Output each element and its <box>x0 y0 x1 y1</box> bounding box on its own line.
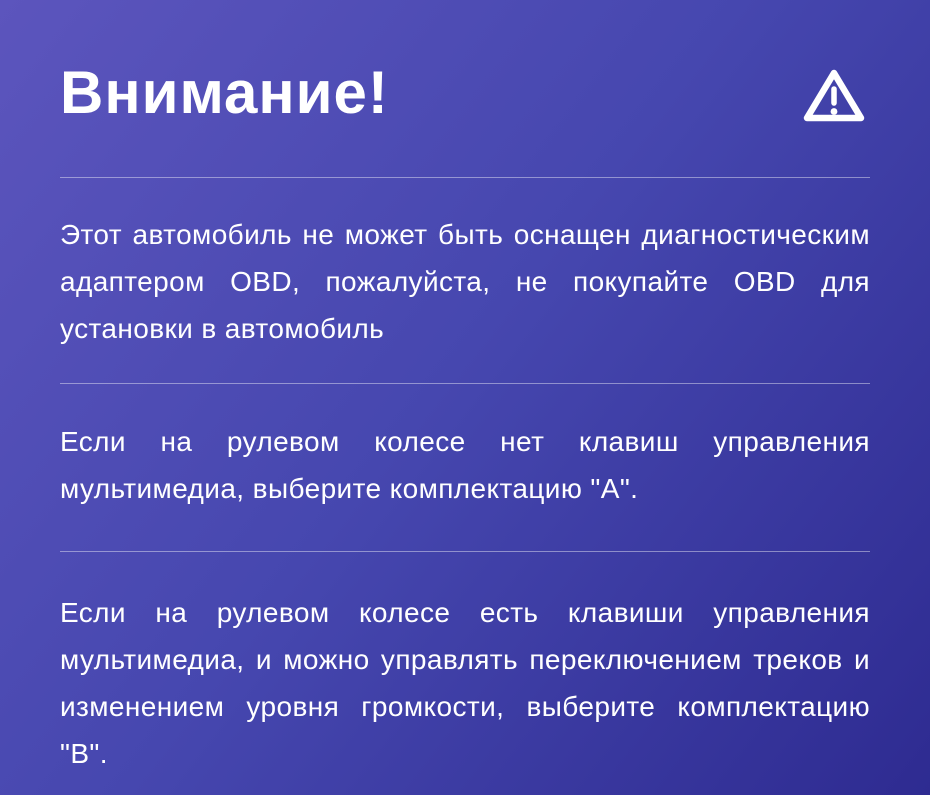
warning-paragraph-obd: Этот автомобиль не может быть оснащен диагностическим адаптером OBD, пожалуйста, не покупайте OBD для установки в автомобиль <box>60 219 870 344</box>
warning-triangle-icon <box>800 66 868 135</box>
divider <box>60 551 870 552</box>
page-title: Внимание! <box>60 59 389 126</box>
divider <box>60 383 870 384</box>
header <box>60 0 870 135</box>
warning-paragraph-trim-a: Если на рулевом колесе нет клавиш управления мультимедиа, выберите комплектацию "А". <box>60 426 870 504</box>
divider <box>60 177 870 178</box>
warning-paragraph-trim-b: Если на рулевом колесе есть клавиши управления мультимедиа, и можно управлять переключением треков и изменением уровня громкости, выберите комплектацию "B". <box>60 597 870 769</box>
